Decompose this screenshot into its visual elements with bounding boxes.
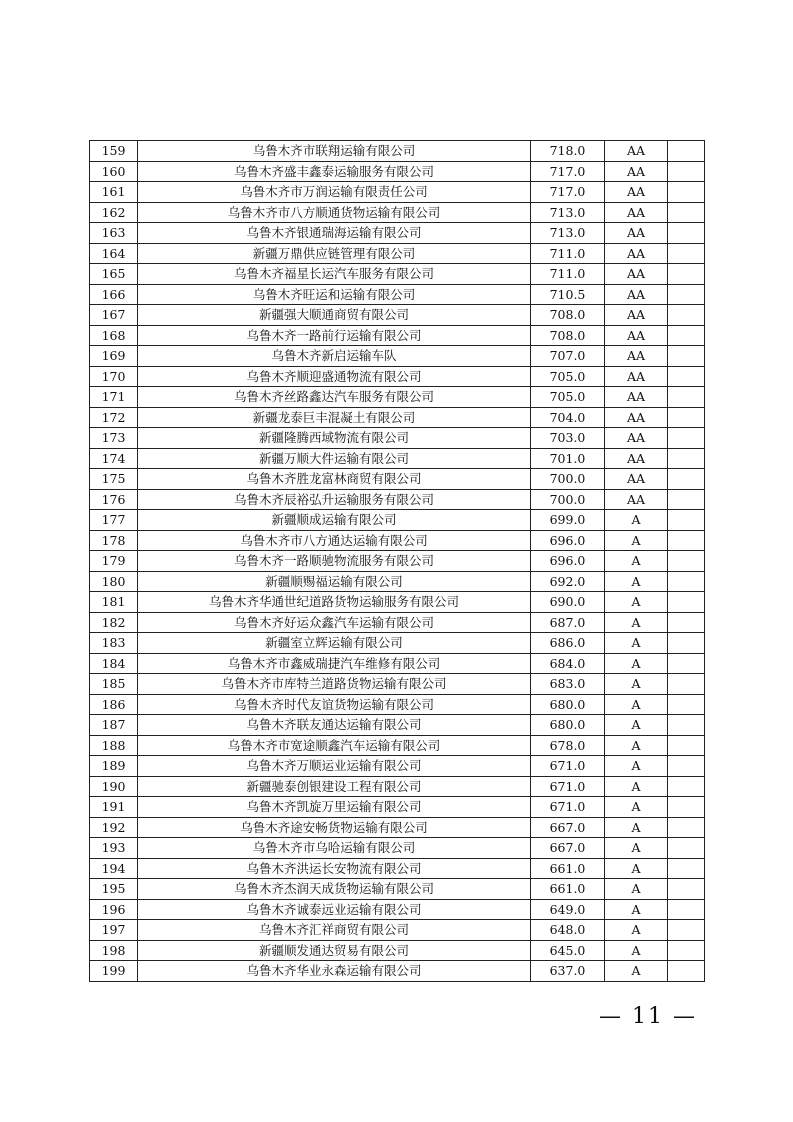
remark-cell	[668, 694, 705, 715]
company-name-cell: 新疆隆腾西域物流有限公司	[138, 428, 531, 449]
score-cell: 645.0	[531, 940, 605, 961]
table-row	[90, 407, 705, 428]
score-cell: 661.0	[531, 879, 605, 900]
remark-cell	[668, 469, 705, 490]
remark-cell	[668, 182, 705, 203]
company-name-cell: 乌鲁木齐联友通达运输有限公司	[138, 715, 531, 736]
score-cell: 683.0	[531, 674, 605, 695]
company-name-cell: 乌鲁木齐市乌哈运输有限公司	[138, 838, 531, 859]
score-cell: 648.0	[531, 920, 605, 941]
grade-cell: A	[605, 551, 668, 572]
company-name-cell: 乌鲁木齐一路顺驰物流服务有限公司	[138, 551, 531, 572]
score-cell: 705.0	[531, 387, 605, 408]
row-number-cell: 173	[90, 428, 138, 449]
company-name-cell: 乌鲁木齐凯旋万里运输有限公司	[138, 797, 531, 818]
grade-cell: A	[605, 920, 668, 941]
score-cell: 713.0	[531, 223, 605, 244]
row-number-cell: 164	[90, 243, 138, 264]
row-number-cell: 170	[90, 366, 138, 387]
score-cell: 692.0	[531, 571, 605, 592]
grade-cell: A	[605, 940, 668, 961]
row-number-cell: 187	[90, 715, 138, 736]
row-number-cell: 189	[90, 756, 138, 777]
company-name-cell: 乌鲁木齐胜龙富林商贸有限公司	[138, 469, 531, 490]
company-name-cell: 新疆万鼎供应链管理有限公司	[138, 243, 531, 264]
grade-cell: A	[605, 961, 668, 982]
table-row	[90, 879, 705, 900]
grade-cell: A	[605, 735, 668, 756]
row-number-cell: 188	[90, 735, 138, 756]
remark-cell	[668, 551, 705, 572]
row-number-cell: 191	[90, 797, 138, 818]
company-name-cell: 乌鲁木齐辰裕弘升运输服务有限公司	[138, 489, 531, 510]
remark-cell	[668, 674, 705, 695]
row-number-cell: 198	[90, 940, 138, 961]
company-name-cell: 乌鲁木齐华业永森运输有限公司	[138, 961, 531, 982]
remark-cell	[668, 202, 705, 223]
table-row	[90, 838, 705, 859]
remark-cell	[668, 346, 705, 367]
score-cell: 649.0	[531, 899, 605, 920]
table-row	[90, 530, 705, 551]
remark-cell	[668, 407, 705, 428]
grade-cell: AA	[605, 428, 668, 449]
table-row	[90, 305, 705, 326]
row-number-cell: 196	[90, 899, 138, 920]
company-name-cell: 乌鲁木齐好运众鑫汽车运输有限公司	[138, 612, 531, 633]
row-number-cell: 172	[90, 407, 138, 428]
remark-cell	[668, 366, 705, 387]
table-row	[90, 694, 705, 715]
row-number-cell: 179	[90, 551, 138, 572]
grade-cell: A	[605, 510, 668, 531]
score-cell: 678.0	[531, 735, 605, 756]
table-row	[90, 920, 705, 941]
company-rating-table-container	[89, 140, 704, 982]
score-cell: 671.0	[531, 776, 605, 797]
row-number-cell: 162	[90, 202, 138, 223]
remark-cell	[668, 756, 705, 777]
grade-cell: A	[605, 756, 668, 777]
row-number-cell: 183	[90, 633, 138, 654]
grade-cell: A	[605, 858, 668, 879]
grade-cell: A	[605, 633, 668, 654]
row-number-cell: 185	[90, 674, 138, 695]
score-cell: 687.0	[531, 612, 605, 633]
row-number-cell: 197	[90, 920, 138, 941]
company-name-cell: 乌鲁木齐新启运输车队	[138, 346, 531, 367]
grade-cell: AA	[605, 469, 668, 490]
remark-cell	[668, 961, 705, 982]
score-cell: 707.0	[531, 346, 605, 367]
row-number-cell: 184	[90, 653, 138, 674]
company-name-cell: 新疆龙泰巨丰混凝土有限公司	[138, 407, 531, 428]
table-row	[90, 735, 705, 756]
remark-cell	[668, 776, 705, 797]
remark-cell	[668, 387, 705, 408]
company-name-cell: 新疆强大顺通商贸有限公司	[138, 305, 531, 326]
score-cell: 711.0	[531, 264, 605, 285]
table-row	[90, 510, 705, 531]
row-number-cell: 168	[90, 325, 138, 346]
table-row	[90, 653, 705, 674]
score-cell: 671.0	[531, 797, 605, 818]
table-row	[90, 961, 705, 982]
company-name-cell: 乌鲁木齐市万润运输有限责任公司	[138, 182, 531, 203]
row-number-cell: 195	[90, 879, 138, 900]
table-row	[90, 366, 705, 387]
grade-cell: AA	[605, 223, 668, 244]
row-number-cell: 186	[90, 694, 138, 715]
table-row	[90, 489, 705, 510]
company-name-cell: 乌鲁木齐市库特兰道路货物运输有限公司	[138, 674, 531, 695]
company-name-cell: 乌鲁木齐银通瑞海运输有限公司	[138, 223, 531, 244]
table-row	[90, 674, 705, 695]
company-name-cell: 乌鲁木齐汇祥商贸有限公司	[138, 920, 531, 941]
table-row	[90, 940, 705, 961]
score-cell: 661.0	[531, 858, 605, 879]
grade-cell: AA	[605, 325, 668, 346]
remark-cell	[668, 448, 705, 469]
score-cell: 684.0	[531, 653, 605, 674]
company-name-cell: 乌鲁木齐旺运和运输有限公司	[138, 284, 531, 305]
score-cell: 700.0	[531, 469, 605, 490]
grade-cell: AA	[605, 161, 668, 182]
score-cell: 711.0	[531, 243, 605, 264]
row-number-cell: 163	[90, 223, 138, 244]
company-name-cell: 乌鲁木齐诚泰远业运输有限公司	[138, 899, 531, 920]
remark-cell	[668, 899, 705, 920]
row-number-cell: 190	[90, 776, 138, 797]
row-number-cell: 169	[90, 346, 138, 367]
row-number-cell: 175	[90, 469, 138, 490]
grade-cell: AA	[605, 202, 668, 223]
grade-cell: A	[605, 612, 668, 633]
table-row	[90, 469, 705, 490]
company-name-cell: 乌鲁木齐洪运长安物流有限公司	[138, 858, 531, 879]
score-cell: 713.0	[531, 202, 605, 223]
row-number-cell: 177	[90, 510, 138, 531]
company-name-cell: 乌鲁木齐杰润天成货物运输有限公司	[138, 879, 531, 900]
remark-cell	[668, 264, 705, 285]
table-body	[90, 141, 705, 982]
row-number-cell: 176	[90, 489, 138, 510]
grade-cell: AA	[605, 305, 668, 326]
score-cell: 705.0	[531, 366, 605, 387]
company-name-cell: 乌鲁木齐市八方通达运输有限公司	[138, 530, 531, 551]
remark-cell	[668, 489, 705, 510]
table-row	[90, 448, 705, 469]
page-number: — 11 —	[599, 1004, 697, 1029]
remark-cell	[668, 243, 705, 264]
row-number-cell: 159	[90, 141, 138, 162]
score-cell: 680.0	[531, 694, 605, 715]
grade-cell: A	[605, 715, 668, 736]
grade-cell: A	[605, 530, 668, 551]
table-row	[90, 141, 705, 162]
remark-cell	[668, 223, 705, 244]
row-number-cell: 161	[90, 182, 138, 203]
remark-cell	[668, 510, 705, 531]
remark-cell	[668, 653, 705, 674]
table-row	[90, 325, 705, 346]
table-row	[90, 571, 705, 592]
row-number-cell: 194	[90, 858, 138, 879]
table-row	[90, 346, 705, 367]
grade-cell: A	[605, 817, 668, 838]
row-number-cell: 165	[90, 264, 138, 285]
row-number-cell: 181	[90, 592, 138, 613]
row-number-cell: 160	[90, 161, 138, 182]
score-cell: 699.0	[531, 510, 605, 531]
remark-cell	[668, 612, 705, 633]
row-number-cell: 166	[90, 284, 138, 305]
remark-cell	[668, 325, 705, 346]
company-name-cell: 新疆万顺大件运输有限公司	[138, 448, 531, 469]
score-cell: 690.0	[531, 592, 605, 613]
table-row	[90, 428, 705, 449]
grade-cell: A	[605, 899, 668, 920]
grade-cell: AA	[605, 366, 668, 387]
company-name-cell: 乌鲁木齐福星长运汽车服务有限公司	[138, 264, 531, 285]
grade-cell: A	[605, 653, 668, 674]
score-cell: 696.0	[531, 530, 605, 551]
table-row	[90, 899, 705, 920]
company-name-cell: 乌鲁木齐顺迎盛通物流有限公司	[138, 366, 531, 387]
company-name-cell: 乌鲁木齐市宽途顺鑫汽车运输有限公司	[138, 735, 531, 756]
grade-cell: A	[605, 571, 668, 592]
table-row	[90, 817, 705, 838]
company-name-cell: 乌鲁木齐市联翔运输有限公司	[138, 141, 531, 162]
row-number-cell: 182	[90, 612, 138, 633]
table-row	[90, 592, 705, 613]
company-rating-table	[89, 140, 705, 982]
remark-cell	[668, 633, 705, 654]
grade-cell: AA	[605, 141, 668, 162]
grade-cell: A	[605, 797, 668, 818]
table-row	[90, 223, 705, 244]
score-cell: 680.0	[531, 715, 605, 736]
table-row	[90, 633, 705, 654]
company-name-cell: 乌鲁木齐万顺运业运输有限公司	[138, 756, 531, 777]
table-row	[90, 551, 705, 572]
company-name-cell: 乌鲁木齐华通世纪道路货物运输服务有限公司	[138, 592, 531, 613]
company-name-cell: 新疆驰泰创银建设工程有限公司	[138, 776, 531, 797]
table-row	[90, 387, 705, 408]
row-number-cell: 180	[90, 571, 138, 592]
grade-cell: AA	[605, 346, 668, 367]
remark-cell	[668, 305, 705, 326]
row-number-cell: 178	[90, 530, 138, 551]
grade-cell: AA	[605, 448, 668, 469]
table-row	[90, 858, 705, 879]
remark-cell	[668, 428, 705, 449]
company-name-cell: 新疆室立辉运输有限公司	[138, 633, 531, 654]
grade-cell: AA	[605, 387, 668, 408]
table-row	[90, 797, 705, 818]
table-row	[90, 202, 705, 223]
table-row	[90, 284, 705, 305]
company-name-cell: 乌鲁木齐时代友谊货物运输有限公司	[138, 694, 531, 715]
score-cell: 671.0	[531, 756, 605, 777]
grade-cell: A	[605, 838, 668, 859]
row-number-cell: 199	[90, 961, 138, 982]
grade-cell: A	[605, 776, 668, 797]
company-name-cell: 乌鲁木齐丝路鑫达汽车服务有限公司	[138, 387, 531, 408]
score-cell: 701.0	[531, 448, 605, 469]
company-name-cell: 新疆顺成运输有限公司	[138, 510, 531, 531]
score-cell: 704.0	[531, 407, 605, 428]
remark-cell	[668, 715, 705, 736]
row-number-cell: 171	[90, 387, 138, 408]
table-row	[90, 243, 705, 264]
remark-cell	[668, 879, 705, 900]
score-cell: 667.0	[531, 838, 605, 859]
score-cell: 717.0	[531, 161, 605, 182]
remark-cell	[668, 920, 705, 941]
row-number-cell: 192	[90, 817, 138, 838]
grade-cell: AA	[605, 489, 668, 510]
table-row	[90, 264, 705, 285]
remark-cell	[668, 797, 705, 818]
score-cell: 708.0	[531, 325, 605, 346]
table-row	[90, 161, 705, 182]
grade-cell: AA	[605, 243, 668, 264]
grade-cell: AA	[605, 182, 668, 203]
score-cell: 717.0	[531, 182, 605, 203]
table-row	[90, 756, 705, 777]
remark-cell	[668, 530, 705, 551]
grade-cell: A	[605, 879, 668, 900]
remark-cell	[668, 817, 705, 838]
company-name-cell: 新疆顺赐福运输有限公司	[138, 571, 531, 592]
score-cell: 667.0	[531, 817, 605, 838]
row-number-cell: 193	[90, 838, 138, 859]
remark-cell	[668, 571, 705, 592]
score-cell: 718.0	[531, 141, 605, 162]
table-row	[90, 715, 705, 736]
grade-cell: A	[605, 674, 668, 695]
grade-cell: AA	[605, 284, 668, 305]
table-row	[90, 182, 705, 203]
score-cell: 700.0	[531, 489, 605, 510]
company-name-cell: 新疆顺发通达贸易有限公司	[138, 940, 531, 961]
grade-cell: A	[605, 592, 668, 613]
grade-cell: A	[605, 694, 668, 715]
remark-cell	[668, 735, 705, 756]
grade-cell: AA	[605, 264, 668, 285]
score-cell: 708.0	[531, 305, 605, 326]
remark-cell	[668, 284, 705, 305]
score-cell: 637.0	[531, 961, 605, 982]
row-number-cell: 167	[90, 305, 138, 326]
row-number-cell: 174	[90, 448, 138, 469]
table-row	[90, 612, 705, 633]
company-name-cell: 乌鲁木齐途安畅货物运输有限公司	[138, 817, 531, 838]
table-row	[90, 776, 705, 797]
score-cell: 686.0	[531, 633, 605, 654]
remark-cell	[668, 161, 705, 182]
remark-cell	[668, 940, 705, 961]
company-name-cell: 乌鲁木齐市八方顺通货物运输有限公司	[138, 202, 531, 223]
remark-cell	[668, 838, 705, 859]
remark-cell	[668, 858, 705, 879]
company-name-cell: 乌鲁木齐一路前行运输有限公司	[138, 325, 531, 346]
score-cell: 703.0	[531, 428, 605, 449]
company-name-cell: 乌鲁木齐市鑫威瑞捷汽车维修有限公司	[138, 653, 531, 674]
score-cell: 696.0	[531, 551, 605, 572]
remark-cell	[668, 592, 705, 613]
company-name-cell: 乌鲁木齐盛丰鑫泰运输服务有限公司	[138, 161, 531, 182]
remark-cell	[668, 141, 705, 162]
score-cell: 710.5	[531, 284, 605, 305]
grade-cell: AA	[605, 407, 668, 428]
